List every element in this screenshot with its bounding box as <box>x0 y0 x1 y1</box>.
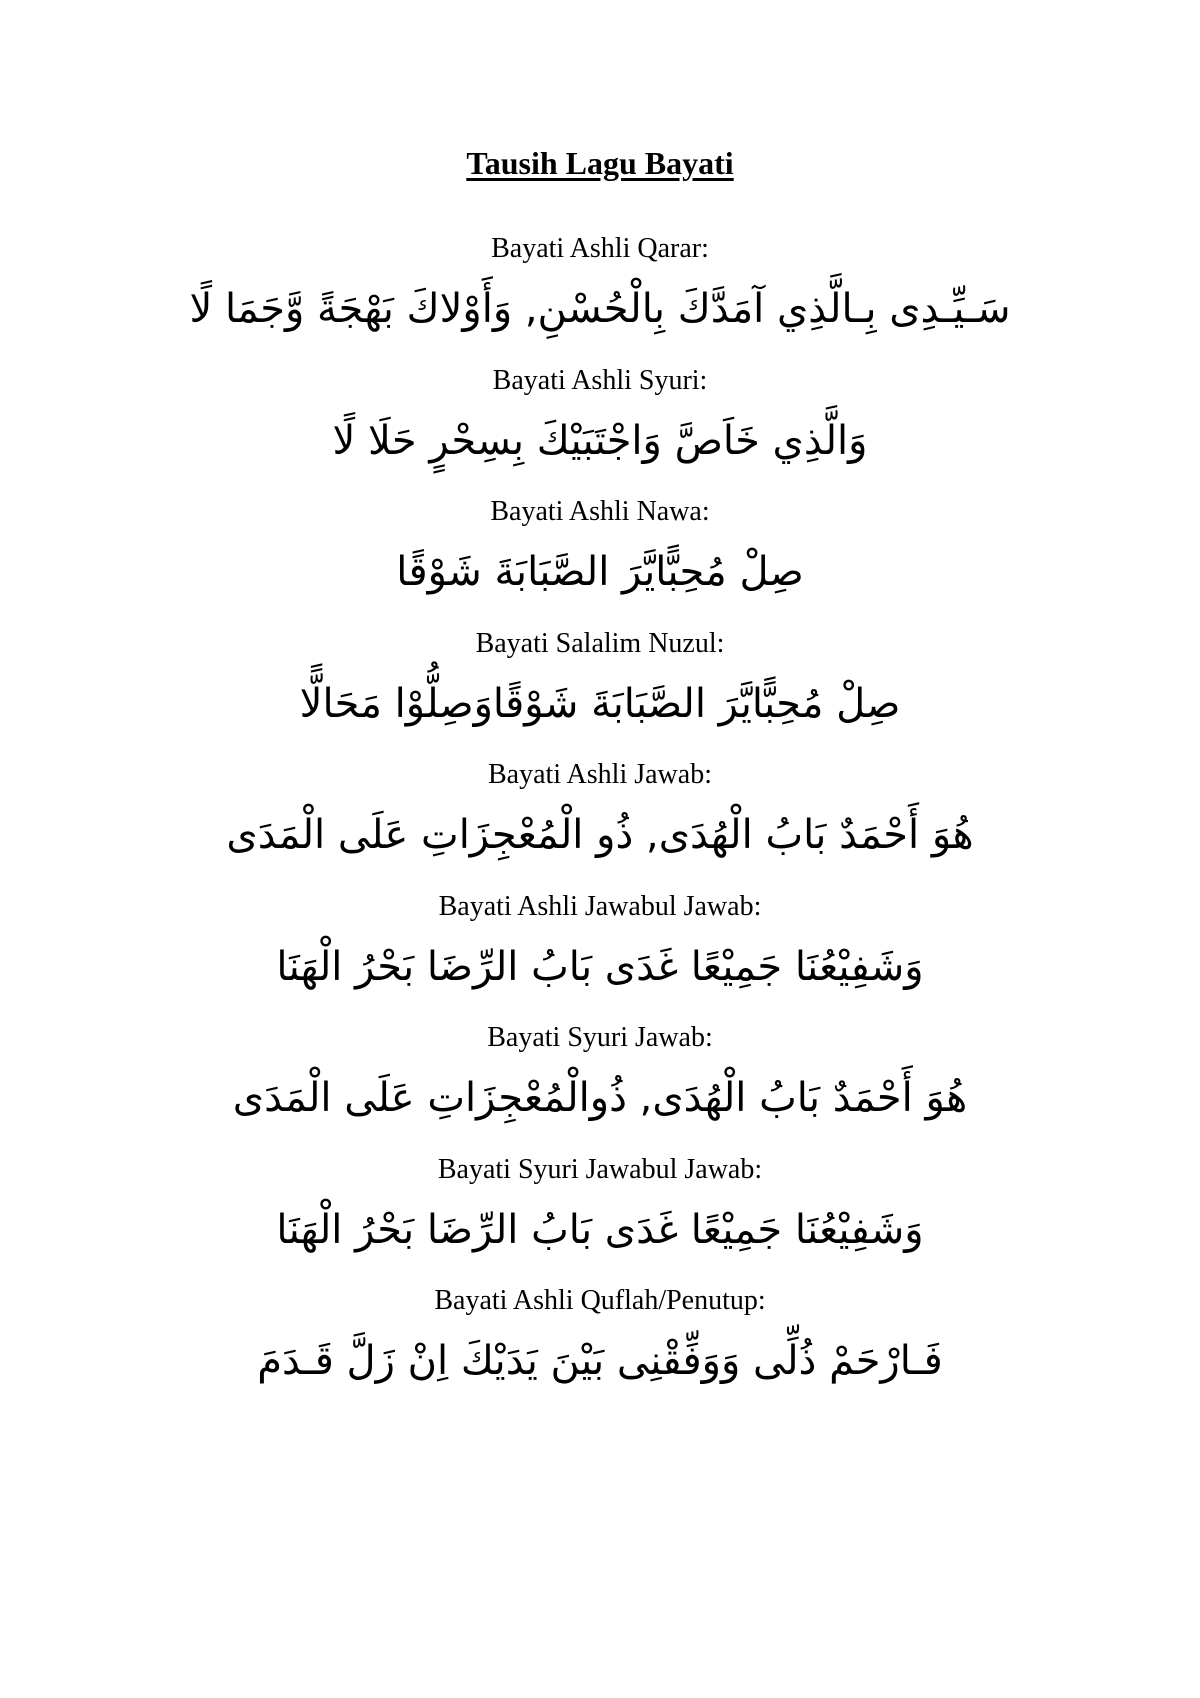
section-syuri-jawabul-jawab <box>0 1153 1200 1265</box>
arabic-verse: صِلْ مُحِبًّايَّرَ الصَّبَابَةَ شَوْقًاوَصِلُّوْا مَحَالًّا <box>299 681 901 727</box>
section-label: Bayati Ashli Nawa: <box>490 496 710 527</box>
section-label: Bayati Syuri Jawabul Jawab: <box>437 1154 763 1185</box>
section-ashli-qarar <box>0 232 1200 344</box>
arabic-verse: سَـيِّـدِى بِـالَّذِي آمَدَّكَ بِالْحُسْنِ, وَأَوْلاكَ بَهْجَةً وَّجَمَا لًا <box>189 286 1011 332</box>
section-ashli-syuri <box>0 364 1200 476</box>
section-ashli-jawabul-jawab <box>0 890 1200 1002</box>
section-label: Bayati Ashli Syuri: <box>492 365 708 396</box>
arabic-verse: وَشَفِيْعُنَا جَمِيْعًا غَدَى بَابُ الرِّضَا بَحْرُ الْهَنَا <box>276 944 924 990</box>
section-label: Bayati Ashli Quflah/Penutup: <box>434 1285 766 1316</box>
arabic-verse: وَالَّذِي خَاَصَّ وَاجْتَبَيْكَ بِسِحْرٍ حَلَا لًا <box>332 418 868 464</box>
arabic-verse: هُوَ أَحْمَدٌ بَابُ الْهُدَى, ذُو الْمُعْجِزَاتِ عَلَى الْمَدَى <box>226 812 974 858</box>
arabic-verse: فَـارْحَمْ ذُلِّى وَوَفِّقْنِى بَيْنَ يَدَيْكَ اِنْ زَلَّ قَـدَمَ <box>257 1338 943 1384</box>
section-ashli-quflah <box>0 1284 1200 1396</box>
document-title: Tausih Lagu Bayati <box>466 145 734 181</box>
arabic-verse: هُوَ أَحْمَدٌ بَابُ الْهُدَى, ذُوالْمُعْجِزَاتِ عَلَى الْمَدَى <box>232 1075 968 1121</box>
arabic-verse: صِلْ مُحِبًّايَّرَ الصَّبَابَةَ شَوْقًا <box>396 549 804 595</box>
section-label: Bayati Syuri Jawab: <box>487 1022 713 1053</box>
section-label: Bayati Salalim Nuzul: <box>475 628 725 659</box>
section-salalim-nuzul <box>0 627 1200 739</box>
section-syuri-jawab <box>0 1021 1200 1133</box>
section-label: Bayati Ashli Jawab: <box>488 759 712 790</box>
section-ashli-nawa <box>0 495 1200 607</box>
arabic-verse: وَشَفِيْعُنَا جَمِيْعًا غَدَى بَابُ الرِّضَا بَحْرُ الْهَنَا <box>276 1207 924 1253</box>
section-label: Bayati Ashli Jawabul Jawab: <box>438 891 762 922</box>
section-ashli-jawab <box>0 758 1200 870</box>
section-label: Bayati Ashli Qarar: <box>491 233 709 264</box>
